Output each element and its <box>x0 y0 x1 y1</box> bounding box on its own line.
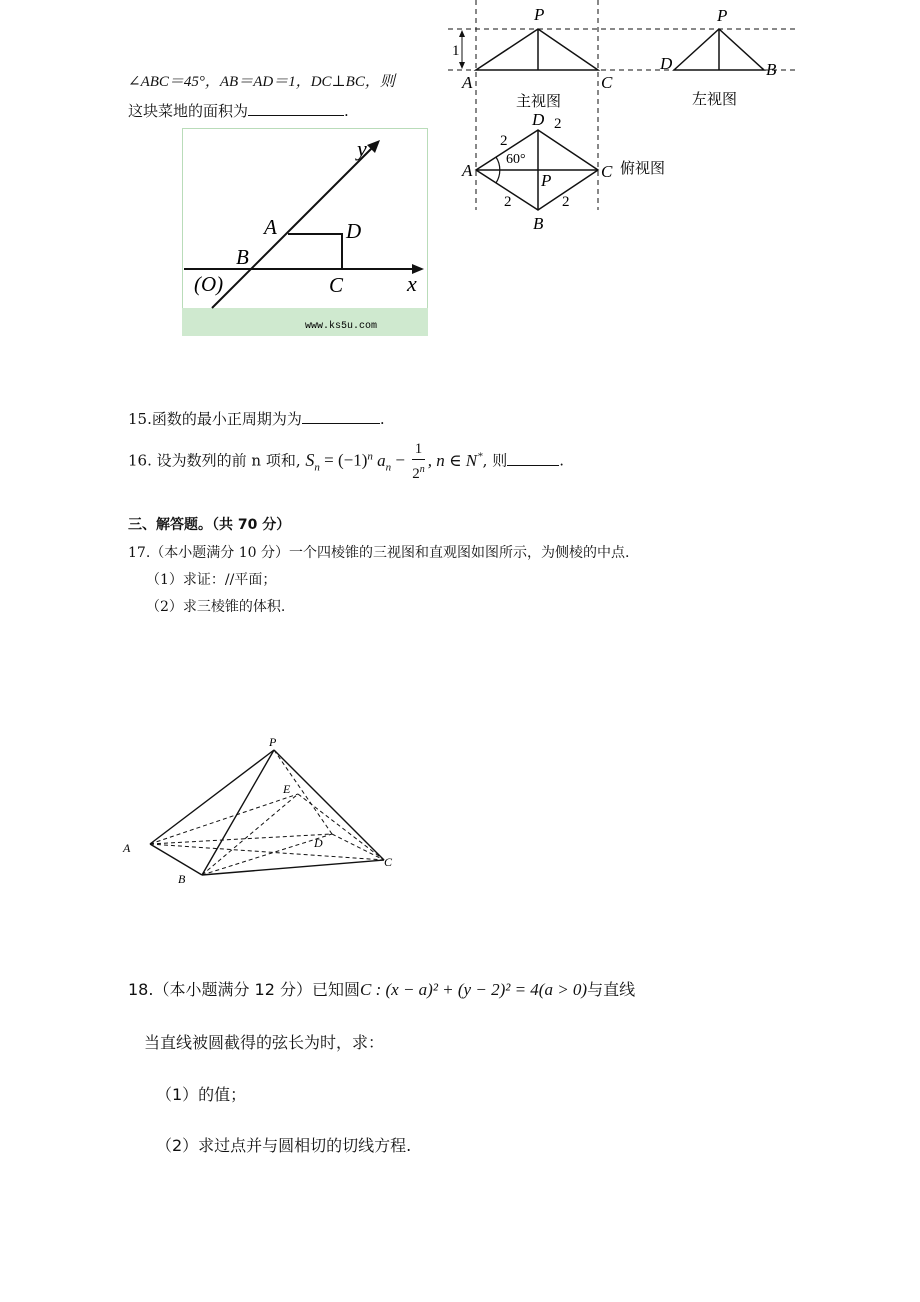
front-view-caption: 主视图 <box>516 92 562 110</box>
subscript-n: n <box>385 461 392 474</box>
edge-bc <box>202 860 384 875</box>
edge-label-dc: 2 <box>554 116 562 132</box>
label-a: A <box>264 215 277 239</box>
fraction-numerator: 1 <box>412 439 425 460</box>
three-view-diagram <box>440 0 810 240</box>
period: . <box>379 410 385 428</box>
edge-pb <box>202 750 274 875</box>
edge-label-bc: 2 <box>562 194 570 210</box>
label-b: B <box>236 245 249 269</box>
question-16-text: 16. 设为数列的前 n 项和, <box>128 451 301 470</box>
fraction-denominator <box>412 460 425 484</box>
three-view-svg <box>440 0 810 240</box>
front-label-p: P <box>534 5 545 24</box>
question-18-line2: 当直线被圆截得的弦长为时，求： <box>144 1033 385 1052</box>
side-label-p: P <box>717 6 728 25</box>
edge-label-ab: 2 <box>504 194 512 210</box>
figure-frame <box>182 128 428 336</box>
circle-equation: C : (x − a)² + (y − 2)² = 4(a > 0) <box>359 980 588 999</box>
pyramid-label-p: P <box>269 735 277 749</box>
formula-tail <box>428 451 483 470</box>
top-label-d: D <box>532 110 545 129</box>
pyramid-label-e: E <box>283 782 291 796</box>
answer-blank <box>248 101 344 116</box>
question-17-part1: （1）求证：//平面； <box>146 572 277 588</box>
height-arrow-bottom <box>459 62 465 69</box>
edge-pc <box>274 750 384 860</box>
height-arrow-top <box>459 30 465 37</box>
question-17-part2: （2）求三棱锥的体积. <box>146 599 286 615</box>
top-view-caption: 俯视图 <box>620 159 666 177</box>
pyramid-label-c: C <box>384 855 393 869</box>
period: . <box>559 451 564 470</box>
problem-text-label: 这块菜地的面积为 <box>128 102 249 120</box>
fraction-exponent: n <box>419 464 425 476</box>
period: . <box>344 102 349 120</box>
pyramid-label-a: A <box>123 841 131 855</box>
angle-label: 60° <box>506 152 526 167</box>
exponent-n: n <box>367 450 373 463</box>
edge-dc <box>332 834 384 860</box>
label-y: y <box>357 136 367 161</box>
side-label-d: D <box>660 54 673 73</box>
question-15 <box>128 409 385 429</box>
question-18 <box>128 979 635 1001</box>
oblique-figure-svg <box>182 128 428 336</box>
question-16 <box>128 436 564 483</box>
section-title: 三、解答题。（共 70 分） <box>128 517 291 533</box>
question-15-text: 15.函数的最小正周期为为 <box>128 410 302 428</box>
height-label: 1 <box>452 43 460 59</box>
fraction <box>412 439 425 484</box>
question-18-tail: 与直线 <box>587 980 636 999</box>
subscript-n: n <box>314 461 320 474</box>
formula-a <box>373 450 392 474</box>
answer-blank <box>507 451 559 466</box>
edge-ac <box>150 844 384 860</box>
side-label-b: B <box>766 60 777 79</box>
minus-sign: − <box>391 450 410 470</box>
pyramid-figure <box>118 730 408 890</box>
answer-blank <box>302 409 380 424</box>
front-label-c: C <box>601 73 613 92</box>
top-label-a: A <box>462 161 473 180</box>
edge-ab <box>150 844 202 875</box>
fraction-base: 2 <box>412 466 420 483</box>
edge-pa <box>150 750 274 844</box>
label-o: (O) <box>194 272 224 296</box>
side-view-caption: 左视图 <box>692 90 738 108</box>
top-label-b: B <box>533 214 544 233</box>
front-view-triangle <box>476 29 598 70</box>
question-18-part2: （2）求过点并与圆相切的切线方程. <box>156 1136 412 1155</box>
formula-s <box>305 449 320 474</box>
symbol-a: a <box>377 450 386 470</box>
pyramid-svg <box>118 730 408 890</box>
formula-middle: = (−1) <box>319 450 368 470</box>
pyramid-label-b: B <box>178 872 186 886</box>
question-18-text: 18.（本小题满分 12 分）已知圆 <box>128 980 360 999</box>
question-18-part1: （1）的值； <box>156 1085 247 1104</box>
question-16-suffix: , 则 <box>482 451 508 470</box>
label-c: C <box>329 273 344 297</box>
oblique-figure <box>182 128 428 336</box>
watermark: www.ks5u.com <box>305 321 378 332</box>
tail-text: , n ∈ N <box>427 450 478 470</box>
edge-label-ad: 2 <box>500 133 508 149</box>
tail-sup: * <box>477 450 483 462</box>
edge-ec <box>298 794 384 860</box>
edge-be <box>202 794 298 875</box>
label-d: D <box>346 219 362 243</box>
question-17: 17.（本小题满分 10 分）一个四棱锥的三视图和直观图如图所示，为侧棱的中点. <box>128 545 630 561</box>
label-x: x <box>407 271 417 296</box>
pyramid-label-d: D <box>314 836 323 850</box>
top-label-p: P <box>541 171 552 190</box>
problem-text-line1: ∠ABC＝45°，AB＝AD＝1，DC⊥BC，则 <box>128 74 395 90</box>
front-label-a: A <box>462 73 473 92</box>
symbol-s: S <box>305 449 315 470</box>
problem-text-line2 <box>128 101 349 121</box>
top-label-c: C <box>601 162 613 181</box>
